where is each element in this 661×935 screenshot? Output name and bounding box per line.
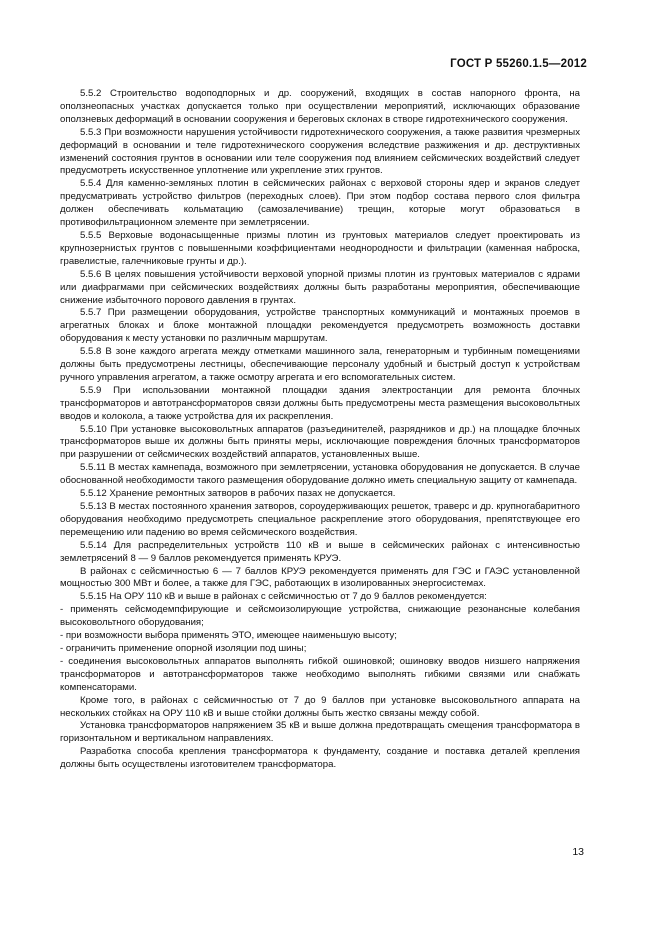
paragraph-5-5-3: 5.5.3 При возможности нарушения устойчивости гидротехнического сооружения, а также развития чрезмерных деформаций в основании и теле гидротехнического сооружения вследствие разжижения и др. деструктивных изменений состояния грунтов в основании или теле сооружения под влиянием сейсмических воздействий следует предусмотреть искусственное уплотнение или укрепление этих грунтов. — [60, 126, 580, 177]
page-number: 13 — [572, 846, 584, 858]
paragraph-5-5-9: 5.5.9 При использовании монтажной площадки здания электростанции для ремонта блочных трансформаторов и автотрансформаторов связи должны быть предусмотрены места размещения высоковольтных вводов и колокола, а также устройства для их раскрепления. — [60, 384, 580, 422]
list-item: - при возможности выбора применять ЭТО, имеющее наименьшую высоту; — [60, 630, 397, 642]
list-item: - соединения высоковольтных аппаратов выполнять гибкой ошиновкой; ошиновку вводов низшего напряжения трансформаторов и автотрансформаторов также необходимо выполнять гибкими связями или снабжать компенсаторами. — [60, 655, 580, 693]
paragraph-5-5-13: 5.5.13 В местах постоянного хранения затворов, сороудерживающих решеток, траверс и др. крупногабаритного оборудования необходимо предусмотреть специальное раскрепление этого оборудования, препятствующее его перемещению или падению во время сейсмического воздействия. — [60, 501, 580, 538]
paragraph-closing-2: Установка трансформаторов напряжением 35 кВ и выше должна предотвращать смещения трансформатора в горизонтальном и вертикальном направлениях. — [60, 720, 580, 745]
paragraph-5-5-12: 5.5.12 Хранение ремонтных затворов в рабочих пазах не допускается. — [80, 488, 396, 500]
paragraph-closing-1: Кроме того, в районах с сейсмичностью от 7 до 9 баллов при установке высоковольтного аппарата на нескольких стойках на ОРУ 110 кВ и выше стойки должны быть жестко связаны между собой. — [60, 694, 580, 719]
paragraph-kruye-note: В районах с сейсмичностью 6 — 7 баллов КРУЭ рекомендуется применять для ГЭС и ГАЭС установленной мощностью 300 МВт и более, а также для ГЭС, работающих в изолированных энергосистемах. — [60, 565, 580, 590]
paragraph-closing-3: Разработка способа крепления трансформатора к фундаменту, создание и поставка деталей крепления должны быть осуществлены изготовителем трансформатора. — [60, 746, 580, 771]
list-item: - применять сейсмодемпфирующие и сейсмоизолирующие устройства, снижающие резонансные колебания высоковольтного оборудования; — [60, 604, 580, 629]
paragraph-5-5-11: 5.5.11 В местах камнепада, возможного при землетрясении, установка оборудования не допускается. В случае обоснованной необходимости такого размещения оборудование должно иметь специальную защиту от камнепада. — [60, 462, 580, 487]
document-code: ГОСТ Р 55260.1.5—2012 — [450, 58, 587, 70]
document-body — [60, 88, 580, 772]
paragraph-5-5-2: 5.5.2 Строительство водоподпорных и др. сооружений, входящих в состав напорного фронта, на оползнеопасных участках допускается только при осуществлении мероприятий, исключающих образование оползневых деформаций в основании сооружения и береговых склонах в створе гидротехнического сооружения. — [60, 88, 580, 125]
paragraph-5-5-4: 5.5.4 Для каменно-земляных плотин в сейсмических районах с верховой стороны ядер и экранов следует предусматривать устройство фильтров (переходных слоев). При этом подбор состава первого слоя фильтра должен обеспечивать кольматацию (самозалечивание) трещин, которые могут образоваться в противофильтрационном элементе при землетрясении. — [60, 178, 580, 229]
paragraph-5-5-8: 5.5.8 В зоне каждого агрегата между отметками машинного зала, генераторным и турбинным помещениями должны быть предусмотрены лестницы, обеспечивающие персоналу удобный и быстрый доступ к устройствам ручного управления агрегатом, а также осмотру агрегата и его вспомогательных систем. — [60, 346, 580, 383]
paragraph-5-5-15: 5.5.15 На ОРУ 110 кВ и выше в районах с сейсмичностью от 7 до 9 баллов рекомендуется: — [80, 591, 487, 603]
paragraph-5-5-6: 5.5.6 В целях повышения устойчивости верховой упорной призмы плотин из грунтовых материалов с ядрами или диафрагмами при сейсмических воздействиях должны быть разработаны мероприятия, обеспечивающие снижение избыточного порового давления в грунтах. — [60, 268, 580, 306]
paragraph-5-5-5: 5.5.5 Верховые водонасыщенные призмы плотин из грунтовых материалов следует проектировать из крупнозернистых грунтов с повышенными коэффициентами неоднородности и фильтрации (каменная наброска, гравелистые, галечниковые грунты и др.). — [60, 229, 580, 267]
list-item: - ограничить применение опорной изоляции под шины; — [60, 642, 307, 654]
paragraph-5-5-14: 5.5.14 Для распределительных устройств 110 кВ и выше в сейсмических районах с интенсивностью землетрясений 8 — 9 баллов рекомендуется применять КРУЭ. — [60, 539, 580, 564]
paragraph-5-5-7: 5.5.7 При размещении оборудования, устройстве транспортных коммуникаций и монтажных проемов в агрегатных блоках и блоке монтажной площадки рекомендуется предусмотреть возможность доставки оборудования к месту установки по различным маршрутам. — [60, 307, 580, 345]
paragraph-5-5-10: 5.5.10 При установке высоковольтных аппаратов (разъединителей, разрядников и др.) на площадке блочных трансформаторов выше их должны быть приняты меры, исключающие повреждения блочных трансформаторов при разрушении от сейсмических воздействий аппаратов, установленных выше. — [60, 423, 580, 461]
